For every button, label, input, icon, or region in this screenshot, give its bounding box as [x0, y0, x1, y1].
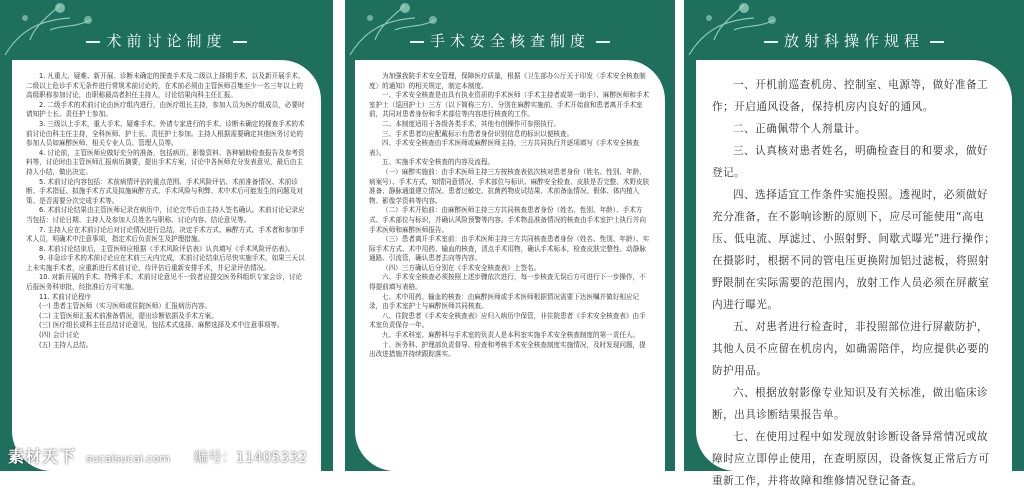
paragraph: 三、认真核对患者姓名，明确检查目的和要求，做好登记。: [712, 145, 989, 179]
paragraph: 2. 二级手术的术前讨论由医疗组内进行，由医疗组长主持，参加人员为医疗组成员，必要时请知护士长、责任护士参加。: [26, 100, 305, 119]
rules-text: [355, 60, 665, 360]
content-card: [355, 60, 665, 471]
paragraph: 四、选择适宜工作条件实施投照。透视时，必须做好充分准备，在不影响诊断的原则下，应尽可能使用“高电压、低电流、厚滤过、小照射野、间歇式曝光”进行操作；在摄影时，根据不同的管电压更换附加铝过滤板，将照射野限制在实际需要的范围内，放射工作人员必须在屏蔽室内进行曝光。: [712, 189, 996, 311]
paragraph: 五、对患者进行检查时，非投照部位进行屏蔽防护，其他人员不应留在机房内，如确需陪伴，均应提供必要的防护用品。: [712, 321, 990, 377]
panel-preoperative-discussion: [0, 0, 333, 471]
paragraph: 一、开机前巡查机房、控制室、电源等，做好准备工作；开启通风设备，保持机房内良好的通风。: [712, 79, 989, 113]
paragraph: （四）三方确认后分别在《手术安全核查表》上签名。: [382, 263, 541, 272]
paragraph: (一) 患者主管医师（实习医师或住院医师）汇报病历内容。: [39, 302, 212, 311]
paragraph: (五) 主持人总结。: [39, 340, 93, 349]
paragraph: 8. 术前讨论结束后，主管医师应根据《手术风险评估表》认真填写《手术风险评估表》。: [39, 244, 295, 253]
paragraph: 七、术中用药、输血的核查：由麻醉医师或手术医师根据情况需要下达医嘱并做好相应记录，由手术室护士与麻醉医师共同核查。: [369, 292, 640, 311]
panel-title: 放射科操作规程: [684, 30, 1024, 51]
paragraph: 十、医务科、护理部负责督导、检查和考核手术安全核查制度实施情况，及时发现问题，提出改进措施并持续跟踪落实。: [369, 340, 646, 359]
paragraph: 七、在使用过程中如发现放射诊断设备异常情况或故障时应立即停止使用，在查明原因，设备恢复正常后方可重新工作，并将故障和维修情况登记备查。: [712, 431, 990, 487]
watermark: [8, 444, 307, 467]
paragraph: 一、手术安全核查是由具有执业资质的手术医师（手术主持者或第一助手）、麻醉医师和手术室护士（巡回护士）三方（以下简称三方），分别在麻醉实施前、手术开始前和患者离开手术室前，共同对患者身份和手术部位等内容进行核查的工作。: [369, 91, 650, 119]
paragraph: 10. 对新开展的手术、特殊手术、术前讨论意见不一致者应提交医务科组织专家会诊，讨论后报医务科审批，经批准后方可实施。: [26, 273, 303, 292]
paragraph: 4. 讨论前，主管医师应做好充分的准备，包括病历、影像资料、各种辅助检查报告及参考资料等，讨论时由主管医师汇报病历摘要，提出手术方案，讨论中各医师充分发表意见，最后由主持人小结，做出决定。: [26, 148, 305, 176]
paragraph: 二、正确佩带个人剂量计。: [733, 123, 867, 135]
paragraph: (三) 医疗组长或科主任总结讨论意见，包括术式选择、麻醉选择及术中注意事项等。: [39, 321, 284, 330]
paragraph: 1. 凡重大、疑难、新开展、诊断未确定的探查手术及二级以上择期手术，以及新开展手术、二级以上危诊手术无条件进行常规术前讨论的，在术前必须由主管医师召集至少一名三年以上的高级职称参加讨论，由职称最高者担任主持人，讨论结果向科主任汇报。: [26, 72, 305, 100]
paragraph: 11. 术前讨论程序: [39, 292, 92, 301]
paragraph: 7. 主持人应在术前讨论后对讨论情况进行总结，决定手术方式、麻醉方式、手术者和参加手术人员，明确术中注意事项，指定术后负责医生及护理措施。: [26, 225, 305, 244]
paragraph: 三、手术患者均应配戴标示有患者身份识别信息的标识以便核查。: [382, 129, 574, 138]
paragraph: 6. 术前讨论结果由主管医师记录在病历中，讨论完毕后由主持人签名确认。术前讨论记录应当包括：讨论日期、主持人及参加人员姓名与职称、讨论内容、结论意见等。: [26, 206, 305, 224]
paragraph: （二）手术开始前：由麻醉医师主持三方共同核查患者身份（姓名、性别、年龄）、手术方式、手术部位与标识，并确认风险预警等内容。手术物品准备情况的核查由手术室护士执行并向手术医师和麻醉医师报告。: [369, 206, 646, 234]
paragraph: 八、住院患者《手术安全核查表》应归入病历中保管，非住院患者《手术安全核查表》由手术室负责保存一年。: [369, 311, 646, 330]
panel-title: 手术安全核查制度: [345, 30, 675, 51]
panel-title: 术前讨论制度: [0, 30, 333, 51]
paragraph: （三）患者离开手术室前：由手术医师主持三方共同核查患者身份（姓名、性别、年龄）、实际手术方式、术中用药、输血的核查，清点手术用物，确认手术标本，检查皮肤完整性、动静脉通路、引流管，确认患者去向等内容。: [369, 235, 650, 263]
paragraph: 9. 非急诊手术的术前讨论应在术前三天内完成，术前讨论结束后尽快实施手术，如果三天以上未实施手术者，应重新进行术前讨论，待评估后重新安排手术，并记录评估情况。: [26, 254, 305, 272]
paragraph: 二、本制度适用于各级各类手术，其他有创操作可参照执行。: [382, 119, 561, 128]
panel-surgical-safety-check: [345, 0, 675, 471]
paragraph: (四) 会计讨论: [39, 331, 80, 340]
paragraph: 四、手术安全核查由手术医师或麻醉医师主持，三方共同执行并逐项填写《手术安全核查表》。: [369, 139, 640, 157]
watermark-logo: 素材天下: [8, 447, 77, 466]
paragraph: 为加强我院手术安全管理，保障医疗质量，根据《卫生部办公厅关于印发〈手术安全核查制度〉的通知》的相关规定，制定本制度。: [369, 72, 646, 90]
rules-text: [12, 60, 321, 350]
paragraph: 六、根据放射影像专业知识及有关标准，做出临床诊断，出具诊断结果报告单。: [712, 387, 989, 421]
paragraph: 五、实施手术安全核查的内容及流程。: [382, 158, 495, 167]
paragraph: （一）麻醉实施前：由手术医师主持三方按核查表依次核对患者身份（姓名、性别、年龄、病案号）、手术方式、知情同意情况、手术部位与标识、麻醉安全检查、皮肤是否完整、术野皮肤准备、静脉通道建立情况、患者过敏史、抗菌药物皮试结果、术前备血情况、假体、体内植入物、影像学资料等内容。: [369, 167, 650, 205]
rules-text: [696, 60, 1012, 492]
paragraph: 九、手术科室、麻醉科与手术室的负责人是本科室实施手术安全核查制度的第一责任人。: [382, 331, 640, 340]
paragraph: 六、手术安全核查必须按照上述步骤依次进行，每一步核查无误后方可进行下一步操作，不得提前填写表格。: [369, 273, 646, 292]
panel-radiology-procedures: [684, 0, 1024, 487]
paragraph: (二) 主管医师汇报术前准备情况，提出诊断依据及手术方案。: [39, 311, 218, 320]
content-card: [12, 60, 321, 471]
paragraph: 3. 三级以上手术，重大手术、疑难手术、外请专家进行的手术、诊断未确定的探查手术的术前讨论由科主任主持，全科医师、护士长、责任护士参加。主持人根据需要确定其他医务讨论的参加人员如麻醉医师、相关专业人员、管理人员等。: [26, 119, 305, 148]
paragraph: 5. 术前讨论内容包括：术前病情评估的重点范围、手术风险评估、术前准备情况、术前诊断、手术指征、拟施手术方式及拟施麻醉方式、手术风险与利弊、术中术后可能发生的问题及对策、是否需要分次完成手术等。: [26, 177, 303, 205]
watermark-code: 编号：11405332: [193, 450, 308, 466]
content-card: [696, 60, 1012, 487]
watermark-url: sucaisucai.com: [85, 452, 170, 465]
